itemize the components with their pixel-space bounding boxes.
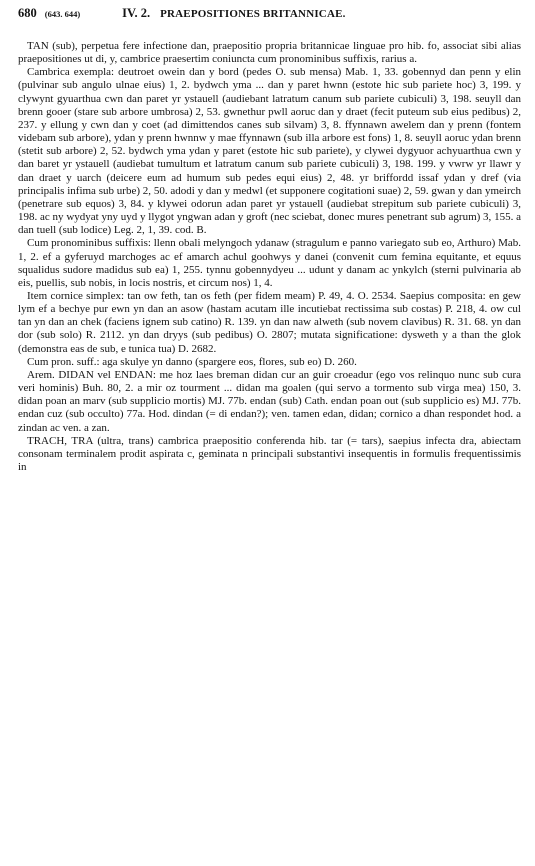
paragraph-tan: TAN (sub), perpetua fere infectione dan, praepositio propria britannicae linguae pro hib. fo, associat sibi alias praepositiones ut di, y, cambrice praesertim coniuncta cum pronominibus suffixis, rarius a. — [18, 40, 521, 66]
page-number: 680 — [18, 6, 37, 20]
page-header — [18, 6, 521, 28]
paragraph-pron-suff: Cum pron. suff.: aga skulye yn danno (spargere eos, flores, sub eo) D. 260. — [27, 355, 357, 368]
paragraph-cambrica-exempla: Cambrica exempla: deutroet owein dan y bord (pedes O. sub mensa) Mab. 1, 33. gobennyd dan penn y elin (pulvinar sub angulo ulnae eius) 1, 2. bydwch yma ... dan y paret hwnn (estote hic sub pariete hoc) 3, 199. y clywynt gyuarthua cwn dan paret yr ystauell (audiebant latratum canum sub pariete cubiculi) 3, 198. seuyll dan brenn gooer (stare sub arbore umbrosa) 2, 53. gwnethur pwll aoruc dan y draet (fecit puteum sub eius pedibus) 2, 237. y ellung y cwn dan y coet (ad dimittendos canes sub silvam) 3, 8. ffynnawn awelem dan y prenn (fontem videbam sub arbore), ydan y prenn hwnnw y mae ffynnawn (sub illa arbore est fons) 1, 8. seuyll aoruc ydan brenn (stetit sub arbore) 2, 52. bydwch yma ydan y paret (estote hic sub pariete), y clywei dygyuor achyuarthua cwn y dan baret yr ystauell (audiebat tumultum et latratum canum sub pariete cubiculi) 3, 198. 199. y vwrw yr llawr y dan draet y uarch (deicere eum ad humum sub pedes equi eius) 2, 48. yr briffordd issaf ydan y dref (via principalis infima sub urbe) 2, 50. adodi y dan y medwl (et supponere cogitationi suae) 2, 59. gwan y dan ymeirch (penetrare sub equos) 3, 84. y klywei odorun adan paret yr ystauell (audiebat strepitum sub pariete cubiculi) 3, 198. ac ny wydyat yny uyd y llygot yngwan adan y groft (nec sciebat, donec mures penetrant sub agrum) 3, 155. a dan tuell (sub lodice) Leg. 2, 1, 39. cod. B. — [18, 66, 521, 237]
page-body — [18, 40, 521, 474]
paragraph-pronominibus: Cum pronominibus suffixis: llenn obali melyngoch ydanaw (stragulum e panno variegato sub eo, Arthuro) Mab. 1, 2. ef a gyferuyd marchoges ac ef amarch achul goohwys y danei (convenit cum femina equitante, et equus squalidus sudore madidus sub ea) 1, 255. tynnu gobennydyeu ... udunt y danam ac ynkylch (sterni pulvinaria ab eis, puellis, sub nobis, in locis nostris, et circum nos) 1, 4. — [18, 237, 521, 289]
paragraph-arem: Arem. DIDAN vel ENDAN: me hoz laes breman didan cur an guir croeadur (ego vos relinquo nunc sub cura veri hominis) Buh. 80, 2. a mir oz tourment ... didan ma goalen (qui servo a tormento sub virga mea) 150, 3. didan poan an marv (sub supplicio mortis) MJ. 77b. endan (sub) Cath. endan poan out (sub supplicio es) MJ. 77b. endan cuz (sub occulto) 77a. Hod. dindan (= di endan?); ven. tamen edan, didan; cornico a dhan respondet hod. a zindan ac ven. a zan. — [18, 368, 521, 434]
running-title: PRAEPOSITIONES BRITANNICAE. — [160, 8, 346, 20]
paragraph-cornice: Item cornice simplex: tan ow feth, tan os feth (per fidem meam) P. 49, 4. O. 2534. Saepius composita: en gew lym ef a bechye pur ewn yn dan an asow (hastam acutam ille incutiebat rectissima sub costas) P. 218, 4. ow cul tan yn dan an chek (faciens ignem sub catino) R. 139. yn dan naw alweth (sub novem clavibus) R. 31. 68. yn dan dor (sub solo) R. 2112. yn dan dryys (sub pedibus) O. 2807; mutata significatione: dysweth y a than the glok (demonstra eas de sub, e tunica tua) D. 2682. — [18, 289, 521, 355]
paragraph-trach: TRACH, TRA (ultra, trans) cambrica praepositio conferenda hib. tar (= tars), saepius infecta dra, abiectam consonam terminalem prodit aspirata c, geminata n principali substantivi insequentis in formulis frequentissimis in — [18, 434, 521, 473]
page-bracket: (643. 644) — [44, 9, 81, 19]
section-number: IV. 2. — [122, 6, 151, 20]
